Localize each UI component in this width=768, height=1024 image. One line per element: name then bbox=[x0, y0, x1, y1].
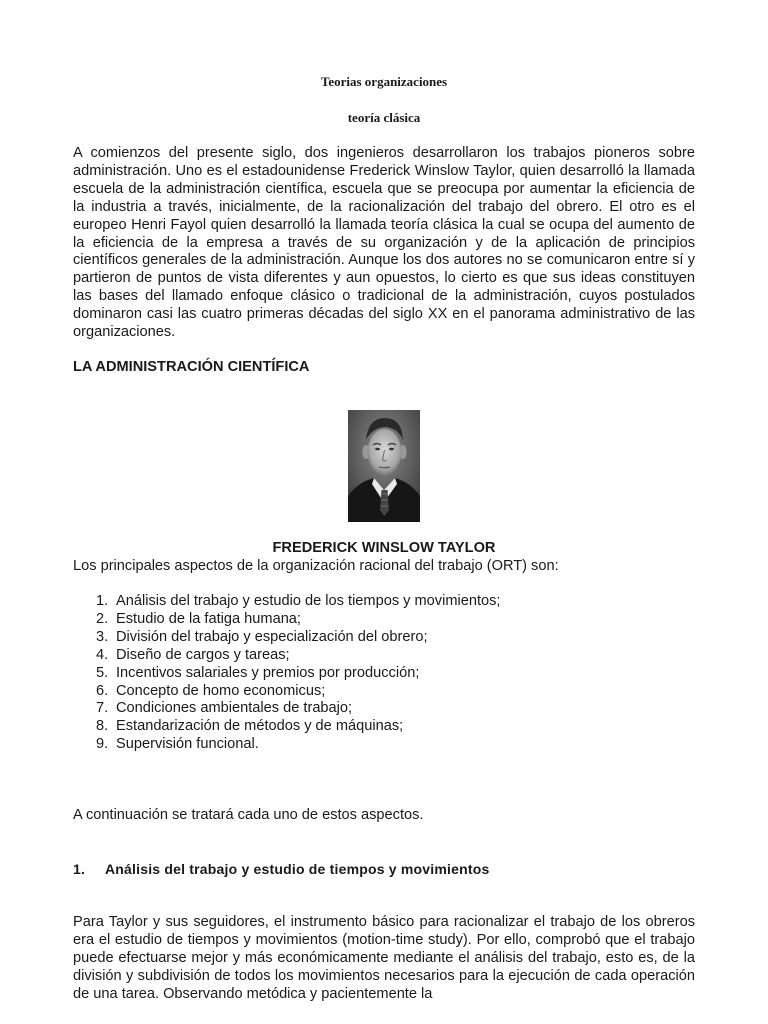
section-1-paragraph: Para Taylor y sus seguidores, el instrumento básico para racionalizar el trabajo de los obreros era el estudio de tiempos y movimientos (motion-time study). Por ello, comprobó que el trabajo puede efectuarse mejor y más económicamente mediante el análisis del trabajo, esto es, de la división y subdivisión de todos los movimientos necesarios para la ejecución de cada operación de una tarea. Observando metódica y pacientemente la bbox=[73, 914, 695, 1002]
continuation-text: A continuación se tratará cada uno de estos aspectos. bbox=[73, 807, 424, 823]
list-item: 4. Diseño de cargos y tareas; bbox=[96, 646, 290, 663]
list-item: 6. Concepto de homo economicus; bbox=[96, 682, 326, 699]
portrait-photo bbox=[348, 410, 420, 522]
document-subtitle: teoría clásica bbox=[347, 110, 421, 125]
list-item: 1. Análisis del trabajo y estudio de los tiempos y movimientos; bbox=[96, 593, 501, 609]
list-item: 8. Estandarización de métodos y de máquinas; bbox=[96, 718, 404, 735]
list-intro: Los principales aspectos de la organización racional del trabajo (ORT) son: bbox=[73, 558, 559, 574]
section-1-heading bbox=[73, 861, 489, 877]
list-item: 5. Incentivos salariales y premios por producción; bbox=[96, 664, 420, 681]
list-item: 2. Estudio de la fatiga humana; bbox=[96, 610, 301, 627]
aspects-list bbox=[73, 593, 500, 754]
list-item: 3. División del trabajo y especialización del obrero; bbox=[96, 628, 428, 645]
section-title: Análisis del trabajo y estudio de tiempos y movimientos bbox=[105, 861, 490, 877]
list-item: 7. Condiciones ambientales de trabajo; bbox=[96, 700, 353, 717]
section-heading: LA ADMINISTRACIÓN CIENTÍFICA bbox=[73, 359, 310, 375]
list-item: 9. Supervisión funcional. bbox=[96, 736, 259, 753]
section-number: 1. bbox=[73, 861, 86, 877]
portrait-caption: FREDERICK WINSLOW TAYLOR bbox=[272, 540, 496, 556]
document-title: Teorias organizaciones bbox=[320, 74, 448, 89]
intro-paragraph: A comienzos del presente siglo, dos ingenieros desarrollaron los trabajos pioneros sobre administración. Uno es el estadounidense Frederick Winslow Taylor, quien desarrolló la llamada escuela de la administración científica, escuela que se preocupa por aumentar la eficiencia de la industria a través, inicialmente, de la racionalización del trabajo del obrero. El otro es el europeo Henri Fayol quien desarrolló la llamada teoría clásica la cual se ocupa del aumento de la eficiencia de la empresa a través de su organización y de la aplicación de principios científicos generales de la administración. Aunque los dos autores no se comunicaron entre sí y partieron de puntos de vista diferentes y aun opuestos, lo cierto es que sus ideas constituyen las bases del llamado enfoque clásico o tradicional de la administración, cuyos postulados dominaron casi las cuatro primeras décadas del siglo XX en el panorama administrativo de las organizaciones. bbox=[73, 145, 695, 341]
